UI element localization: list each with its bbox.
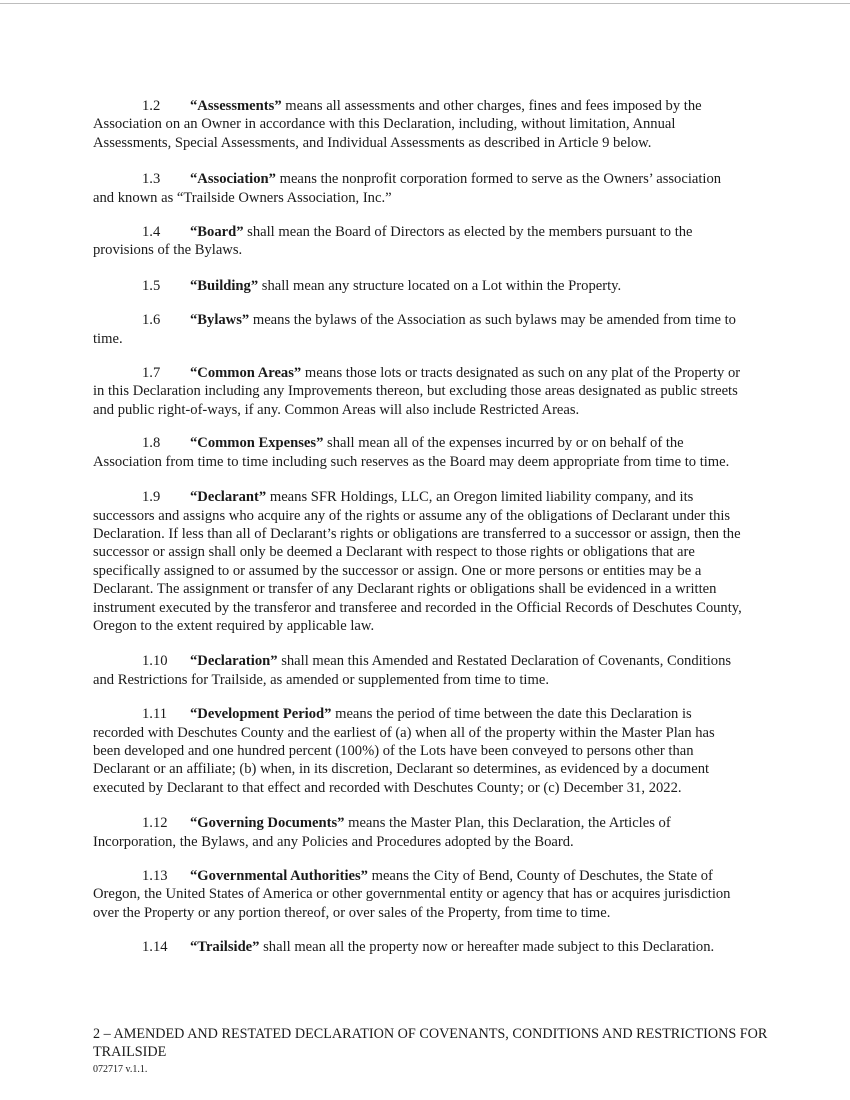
definition-number: 1.9 [142,489,161,506]
definition-1-8 [93,434,745,471]
definition-1-10 [93,652,745,689]
definition-text: shall mean all of the expenses incurred by or on behalf of the Association from time to time including such reserves as the Board may deem appropriate from time to time. [93,435,730,470]
definition-1-3 [93,170,745,207]
definition-1-9 [93,488,745,635]
definition-number: 1.11 [142,706,167,723]
definition-1-2 [93,97,745,152]
definition-number: 1.10 [142,653,168,670]
definition-term: “Bylaws” [190,312,250,329]
definition-term: “Governing Documents” [190,815,345,832]
definitions-list [93,97,745,957]
definition-text: shall mean this Amended and Restated Declaration of Covenants, Conditions and Restrictions for Trailside, as amended or supplemented from time to time. [93,653,732,688]
definition-term: “Declaration” [190,653,278,670]
definition-1-7 [93,364,745,419]
definition-term: “Governmental Authorities” [190,868,368,884]
scan-edge-line [0,3,850,4]
definition-text: means the City of Bend, County of Deschutes, the State of Oregon, the United States of America or other governmental entity or agency that has or acquires jurisdiction over the Property or any portion thereof, or over sales of the Property, from time to time. [93,868,731,921]
definition-1-13 [93,867,745,922]
definition-number: 1.7 [142,365,161,382]
definition-text: means all assessments and other charges, fines and fees imposed by the Association on an Owner in accordance with this Declaration, including, without limitation, Annual Assessments, Special Assessments, and Individual Assessments as described in Article 9 below. [93,98,702,151]
definition-number: 1.8 [142,435,161,452]
definition-text: shall mean any structure located on a Lot within the Property. [258,277,622,294]
definition-term: “Board” [190,224,244,241]
definition-text: means the Master Plan, this Declaration, the Articles of Incorporation, the Bylaws, and any Policies and Procedures adopted by the Board. [93,815,671,850]
definition-number: 1.2 [142,98,161,114]
definition-1-12 [93,814,745,851]
definition-1-11 [93,705,745,797]
definition-text: shall mean all the property now or hereafter made subject to this Declaration. [259,939,715,956]
definition-term: “Development Period” [190,706,332,723]
definition-term: “Common Areas” [190,365,302,382]
definition-number: 1.3 [142,171,161,188]
definition-number: 1.12 [142,815,168,832]
definition-text: means the bylaws of the Association as such bylaws may be amended from time to time. [93,312,736,347]
definition-1-6 [93,311,745,348]
definition-text: means the period of time between the date this Declaration is recorded with Deschutes County and the earliest of (a) when all of the property within the Master Plan has been developed and one hundred percent (100%) of the Lots have been conveyed to persons other than Declarant or an affiliate; (b) when, in its discretion, Declarant so determines, as evidenced by a document executed by Declarant to that effect and recorded with Deschutes County; or (c) December 31, 2022. [93,706,715,796]
definition-1-14 [93,938,745,956]
definition-1-5 [93,277,745,295]
footer-version: 072717 v.1.1. [93,1064,148,1076]
definition-term: “Declarant” [190,489,267,506]
definition-number: 1.14 [142,939,168,956]
definition-text: means the nonprofit corporation formed to serve as the Owners’ association and known as “Trailside Owners Association, Inc.” [93,171,722,206]
definition-text: means those lots or tracts designated as such on any plat of the Property or in this Declaration including any Improvements thereon, but excluding those areas designated as public streets and public right-of-ways, if any. Common Areas will also include Restricted Areas. [93,365,741,418]
definition-term: “Trailside” [190,939,260,956]
definition-1-4 [93,223,745,260]
definition-number: 1.6 [142,312,161,329]
definition-number: 1.4 [142,224,161,241]
page-footer [93,1026,783,1076]
definition-term: “Association” [190,171,276,188]
definition-number: 1.5 [142,277,161,294]
definition-text: shall mean the Board of Directors as elected by the members pursuant to the provisions of the Bylaws. [93,224,693,259]
definition-term: “Common Expenses” [190,435,324,452]
definition-text: means SFR Holdings, LLC, an Oregon limited liability company, and its successors and assigns who acquire any of the rights or assume any of the obligations of Declarant under this Declaration. If less than all of Declarant’s rights or obligations are transferred to a successor or assign, then the successor or assign shall only be deemed a Declarant with respect to those rights or obligations that are specifically assigned to or assumed by the successor or assign. One or more persons or entities may be a Declarant. The assignment or transfer of any Declarant rights or obligations shall be evidenced in a written instrument executed by the transferor and transferee and recorded in the Official Records of Deschutes County, Oregon to the extent required by applicable law. [93,489,742,634]
definition-term: “Assessments” [190,98,282,114]
definition-number: 1.13 [142,868,168,884]
definition-term: “Building” [190,277,259,294]
footer-document-title: 2 – AMENDED AND RESTATED DECLARATION OF COVENANTS, CONDITIONS AND RESTRICTIONS FOR TRAILSIDE [93,1026,768,1060]
